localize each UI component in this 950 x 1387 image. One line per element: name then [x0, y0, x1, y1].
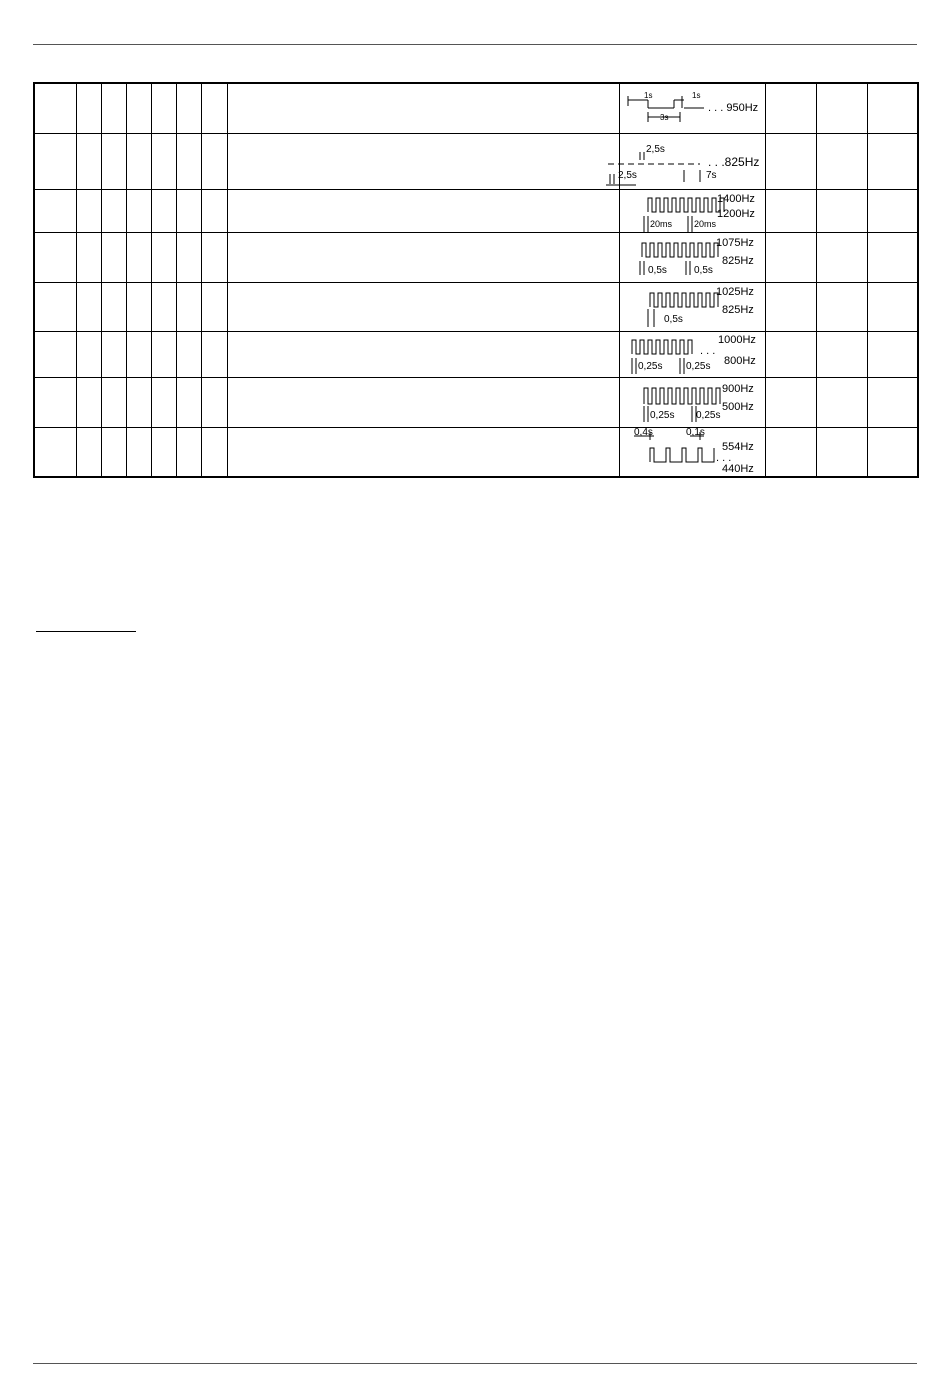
waveform-cell: [619, 282, 765, 331]
duration-label: 0,5s: [647, 264, 667, 276]
table-cell: [867, 189, 918, 232]
table-cell: [176, 189, 201, 232]
table-cell: [176, 331, 201, 377]
waveform-diagram: [620, 332, 766, 378]
table-cell: [101, 232, 126, 282]
table-cell: [151, 377, 176, 427]
description-cell: [227, 189, 619, 232]
duration-label: 20ms: [693, 218, 716, 229]
table-cell: [816, 232, 867, 282]
table-cell: [101, 377, 126, 427]
duration-label: 2,5s: [617, 169, 637, 181]
table-cell: [765, 133, 816, 189]
table-cell: [34, 133, 76, 189]
description-cell: [227, 331, 619, 377]
table-cell: [765, 232, 816, 282]
waveform-diagram: [620, 233, 766, 283]
table-cell: [176, 232, 201, 282]
section-underline: [36, 631, 136, 632]
table-cell: [101, 282, 126, 331]
frequency-label: . . . 950Hz: [707, 102, 758, 114]
table-cell: [126, 83, 151, 133]
table-cell: [201, 331, 227, 377]
frequency-label: 900Hz: [721, 382, 754, 395]
table-cell: [867, 282, 918, 331]
table-cell: [867, 133, 918, 189]
waveform-cell: [619, 189, 765, 232]
table-row: [34, 331, 918, 377]
description-cell: [227, 83, 619, 133]
waveform-diagram: [620, 428, 766, 478]
table-cell: [126, 331, 151, 377]
table-cell: [34, 331, 76, 377]
table-cell: [34, 189, 76, 232]
table-cell: [76, 377, 101, 427]
table-cell: [34, 427, 76, 477]
description-cell: [227, 377, 619, 427]
header-rule: [33, 44, 917, 45]
table-cell: [176, 133, 201, 189]
duration-label: 0,25s: [637, 360, 662, 372]
waveform-diagram: [620, 283, 766, 332]
table-cell: [867, 232, 918, 282]
footer-rule: [33, 1363, 917, 1364]
table-cell: [151, 427, 176, 477]
table-cell: [34, 282, 76, 331]
table-cell: [867, 331, 918, 377]
table-cell: [101, 133, 126, 189]
table-cell: [867, 377, 918, 427]
description-cell: [227, 282, 619, 331]
duration-label: 0,25s: [695, 409, 720, 421]
frequency-label: 1025Hz: [715, 285, 754, 298]
table-cell: [34, 83, 76, 133]
table-cell: [201, 133, 227, 189]
table-cell: [34, 232, 76, 282]
dots-label: . . .: [715, 451, 731, 464]
table-cell: [816, 427, 867, 477]
table-row: [34, 83, 918, 133]
table-cell: [76, 133, 101, 189]
table-cell: [201, 189, 227, 232]
duration-label: 2,5s: [645, 143, 665, 155]
duration-label: 0,1s: [685, 426, 705, 438]
table-cell: [126, 189, 151, 232]
frequency-label: 825Hz: [721, 303, 754, 316]
table-cell: [816, 133, 867, 189]
table-cell: [151, 232, 176, 282]
table-cell: [76, 83, 101, 133]
table-cell: [816, 377, 867, 427]
table-cell: [151, 189, 176, 232]
table-row: [34, 282, 918, 331]
waveform-cell: [619, 427, 765, 477]
table-cell: [76, 331, 101, 377]
table-cell: [765, 331, 816, 377]
waveform-diagram: [620, 84, 766, 134]
table-cell: [126, 133, 151, 189]
waveform-diagram: [617, 134, 766, 190]
frequency-label: 554Hz: [721, 440, 754, 453]
table-cell: [176, 282, 201, 331]
duration-label: 0,5s: [663, 313, 683, 325]
table-cell: [765, 83, 816, 133]
duration-label: 1s: [643, 91, 652, 100]
table-cell: [176, 83, 201, 133]
table-cell: [765, 377, 816, 427]
table-cell: [201, 427, 227, 477]
duration-label: 0,4s: [633, 426, 653, 438]
table-cell: [151, 83, 176, 133]
table-cell: [201, 282, 227, 331]
description-cell: [227, 427, 619, 477]
table-row: [34, 133, 918, 189]
waveform-cell: [619, 377, 765, 427]
waveform-cell: [619, 331, 765, 377]
table-row: [34, 189, 918, 232]
table-cell: [867, 83, 918, 133]
table-row: [34, 427, 918, 477]
frequency-label: . . .825Hz: [707, 154, 759, 169]
waveform-diagram: [620, 190, 766, 233]
table-cell: [816, 83, 867, 133]
frequency-label: 1400Hz: [716, 192, 755, 205]
description-cell: [227, 133, 619, 189]
table-cell: [151, 133, 176, 189]
table-cell: [816, 331, 867, 377]
table-cell: [126, 427, 151, 477]
duration-label: 7s: [705, 169, 717, 181]
waveform-cell: [619, 232, 765, 282]
table-cell: [101, 331, 126, 377]
duration-label: 1s: [691, 91, 700, 100]
table-cell: [76, 282, 101, 331]
table-cell: [867, 427, 918, 477]
duration-label: 0,5s: [693, 264, 713, 276]
table-cell: [76, 189, 101, 232]
table-row: [34, 377, 918, 427]
table-cell: [816, 189, 867, 232]
frequency-label: 500Hz: [721, 400, 754, 413]
table-cell: [176, 427, 201, 477]
dots-label: . . .: [699, 344, 715, 357]
waveform-cell: [619, 133, 765, 189]
tone-table: [33, 82, 919, 478]
table-cell: [151, 331, 176, 377]
table-cell: [765, 189, 816, 232]
frequency-label: 1075Hz: [715, 236, 754, 249]
frequency-label: 1200Hz: [716, 207, 755, 220]
table-cell: [101, 83, 126, 133]
table-cell: [126, 377, 151, 427]
waveform-diagram: [620, 378, 766, 428]
table-cell: [76, 232, 101, 282]
duration-label: 0,25s: [685, 360, 710, 372]
table-cell: [34, 377, 76, 427]
description-cell: [227, 232, 619, 282]
table-cell: [176, 377, 201, 427]
table-cell: [101, 427, 126, 477]
table-cell: [201, 83, 227, 133]
table-cell: [76, 427, 101, 477]
frequency-label: 1000Hz: [717, 333, 756, 346]
table-cell: [816, 282, 867, 331]
table-cell: [201, 232, 227, 282]
waveform-cell: [619, 83, 765, 133]
table-cell: [765, 427, 816, 477]
table-cell: [126, 232, 151, 282]
table-cell: [126, 282, 151, 331]
duration-label: 3s: [659, 113, 668, 122]
table-row: [34, 232, 918, 282]
frequency-label: 800Hz: [723, 354, 756, 367]
table-cell: [151, 282, 176, 331]
duration-label: 20ms: [649, 218, 672, 229]
table-cell: [765, 282, 816, 331]
frequency-label: 440Hz: [721, 462, 754, 475]
table-cell: [101, 189, 126, 232]
table-cell: [201, 377, 227, 427]
duration-label: 0,25s: [649, 409, 674, 421]
frequency-label: 825Hz: [721, 254, 754, 267]
